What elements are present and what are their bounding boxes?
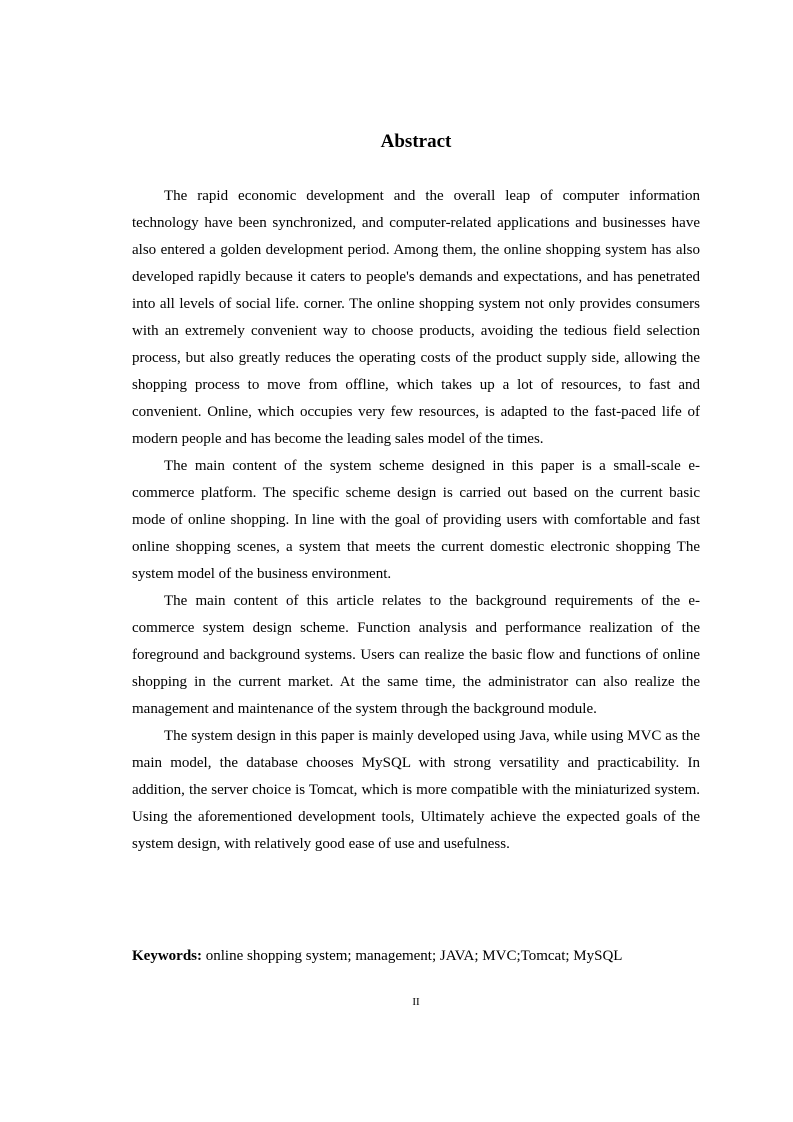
keywords-text: online shopping system; management; JAVA; MVC;Tomcat; MySQL bbox=[202, 948, 623, 964]
paragraph-2: The main content of the system scheme designed in this paper is a small-scale e-commerce platform. The specific scheme design is carried out based on the current basic mode of online shopping. In line with the goal of providing users with comfortable and fast online shopping scenes, a system that meets the current domestic electronic shopping The system model of the business environment. bbox=[132, 458, 700, 582]
page-title: Abstract bbox=[380, 131, 452, 152]
paragraph-4: The system design in this paper is mainly developed using Java, while using MVC as the main model, the database chooses MySQL with strong versatility and practicability. In addition, the server choice is Tomcat, which is more compatible with the miniaturized system. Using the aforementioned development tools, Ultimately achieve the expected goals of the system design, with relatively good ease of use and usefulness. bbox=[132, 728, 700, 852]
page-number: II bbox=[412, 996, 420, 1008]
keywords-label: Keywords: bbox=[132, 948, 202, 964]
paragraph-3: The main content of this article relates to the background requirements of the e-commerce system design scheme. Function analysis and performance realization of the foreground and background systems. Users can realize the basic flow and functions of online shopping in the current market. At the same time, the administrator can also realize the management and maintenance of the system through the background module. bbox=[132, 593, 700, 717]
paragraph-1: The rapid economic development and the overall leap of computer information technology have been synchronized, and computer-related applications and businesses have also entered a golden development period. Among them, the online shopping system has also developed rapidly because it caters to people's demands and expectations, and has penetrated into all levels of social life. corner. The online shopping system not only provides consumers with an extremely convenient way to choose products, avoiding the tedious field selection process, but also greatly reduces the operating costs of the product supply side, allowing the shopping process to move from offline, which takes up a lot of resources, to fast and convenient. Online, which occupies very few resources, is adapted to the fast-paced life of modern people and has become the leading sales model of the times. bbox=[132, 188, 700, 447]
keywords-line bbox=[132, 943, 700, 970]
abstract-body bbox=[132, 183, 700, 858]
